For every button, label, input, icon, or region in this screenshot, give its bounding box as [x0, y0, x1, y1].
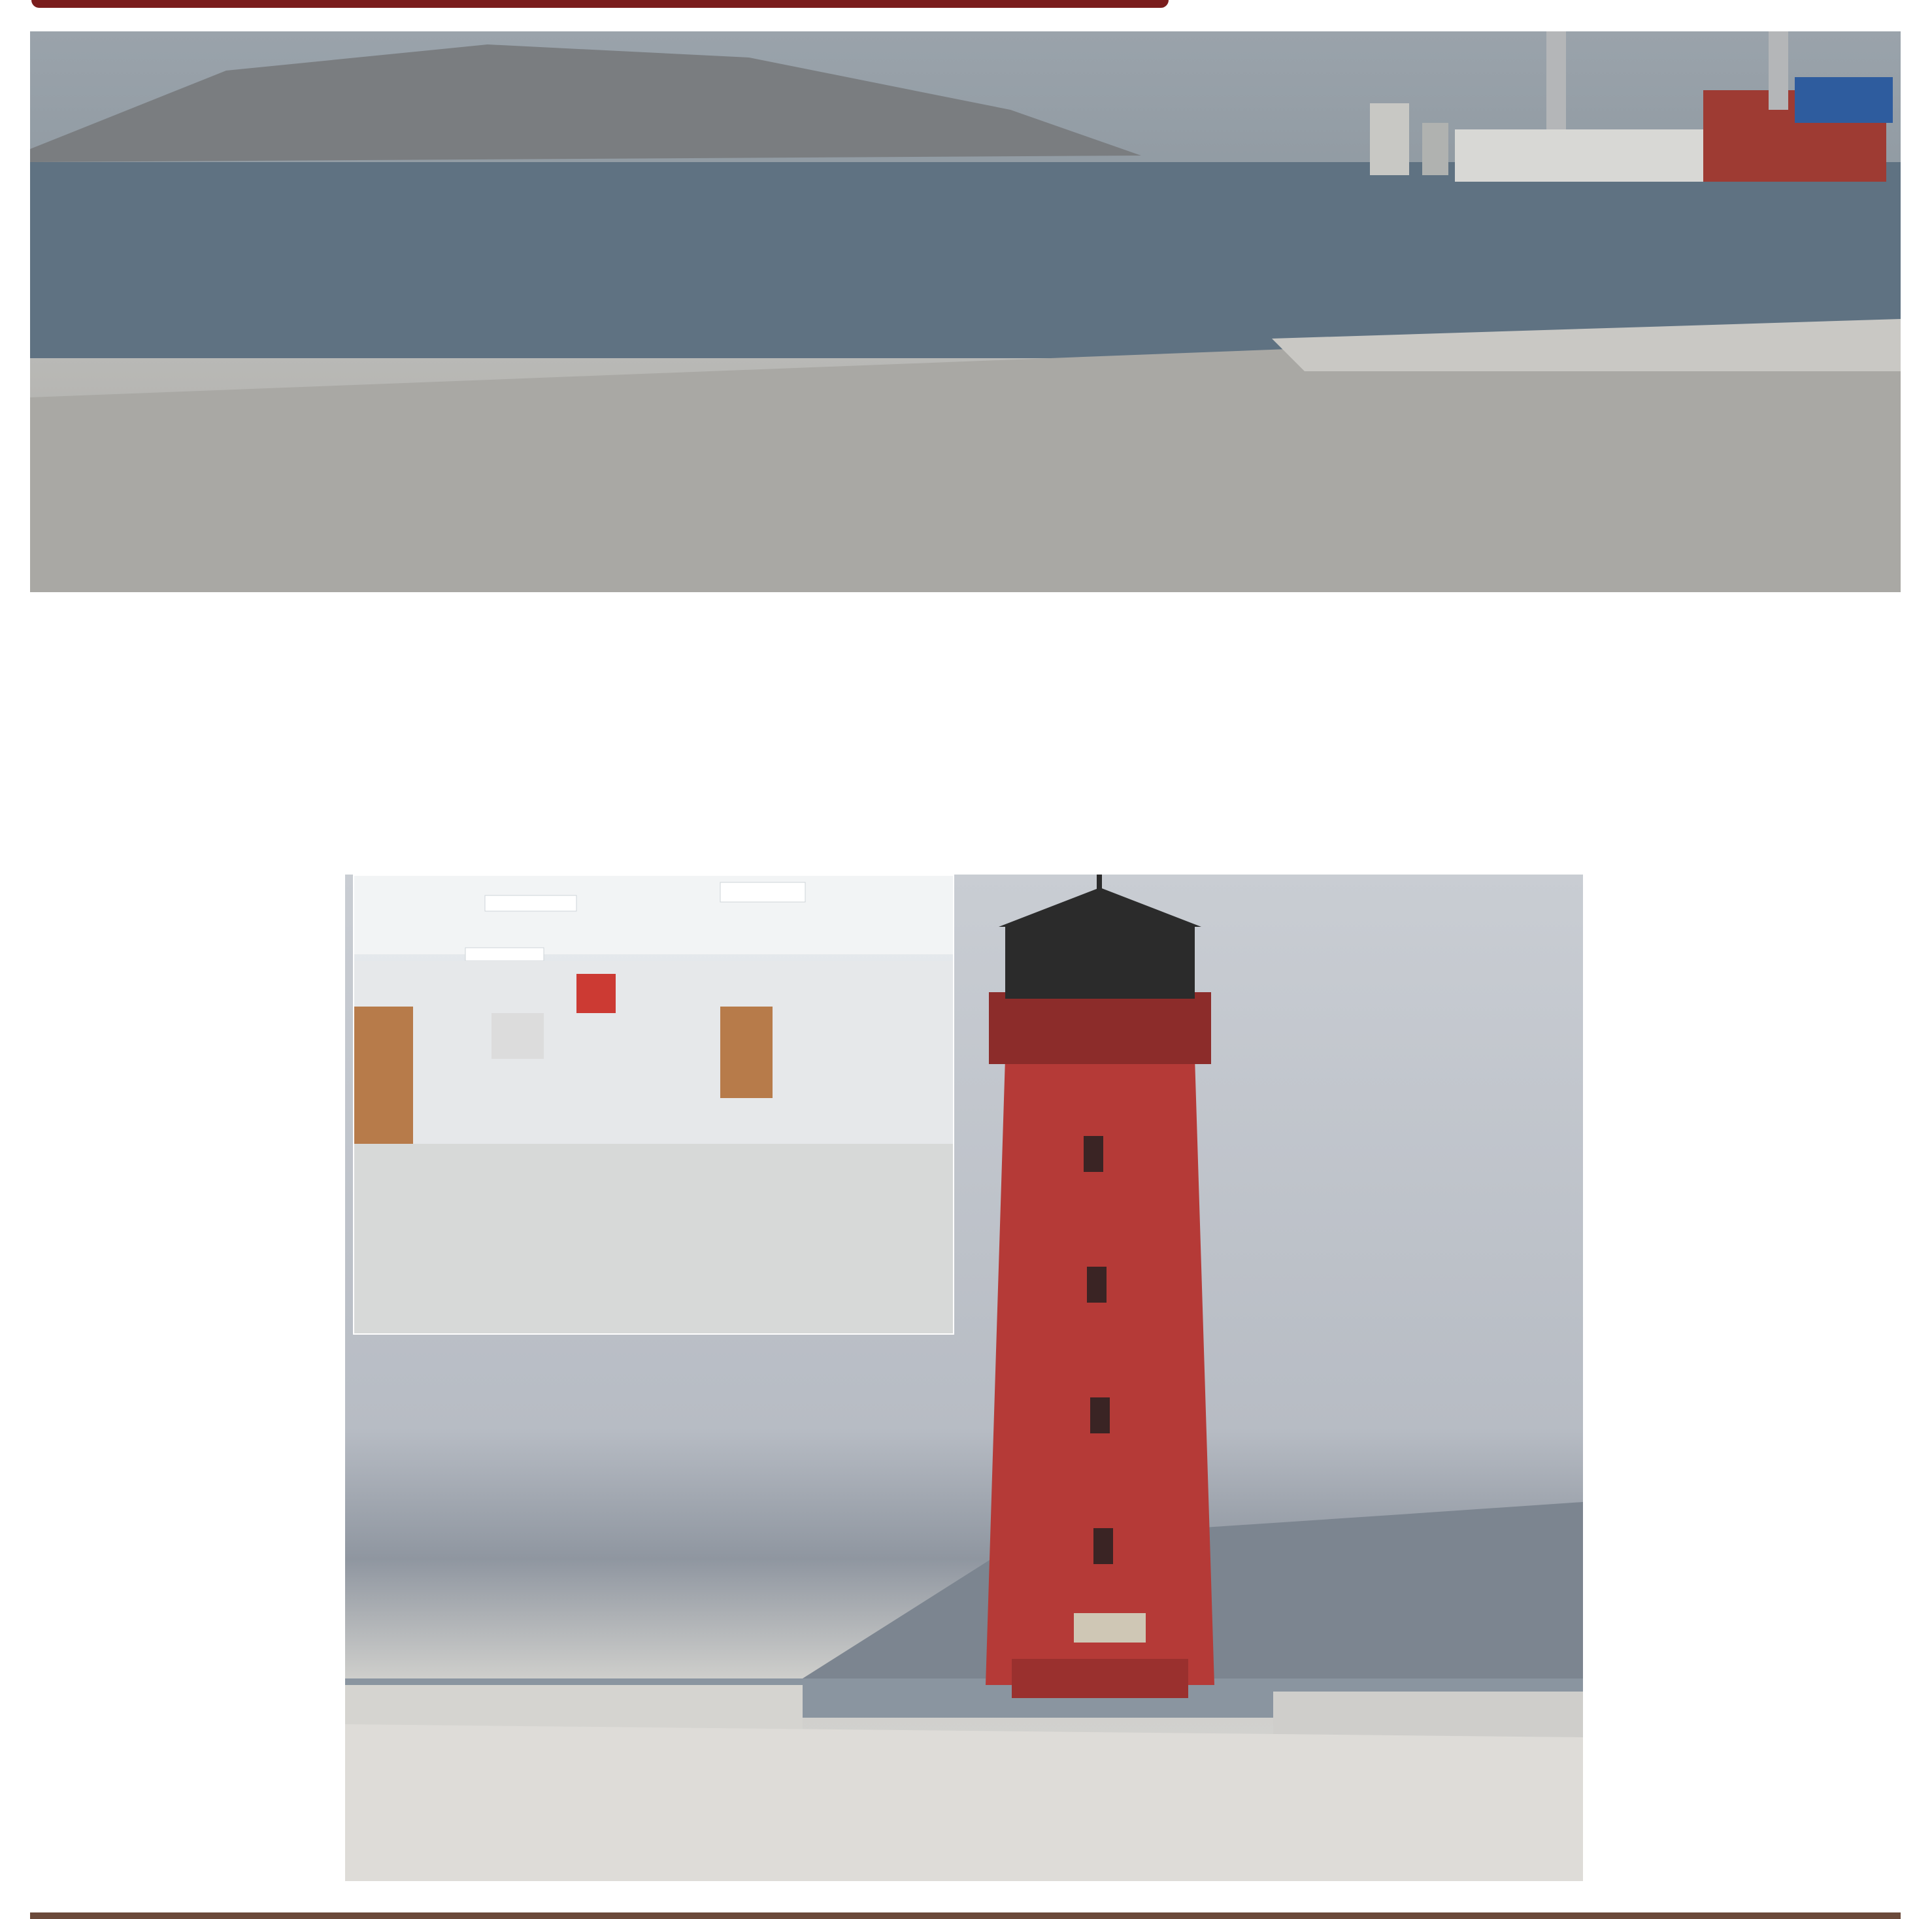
group-photo-dock	[30, 31, 1901, 592]
bottom-decorative-band	[30, 1912, 1901, 1919]
classroom-photo	[353, 875, 954, 1335]
article-headline	[210, 614, 1424, 745]
top-decorative-band	[31, 0, 1169, 8]
